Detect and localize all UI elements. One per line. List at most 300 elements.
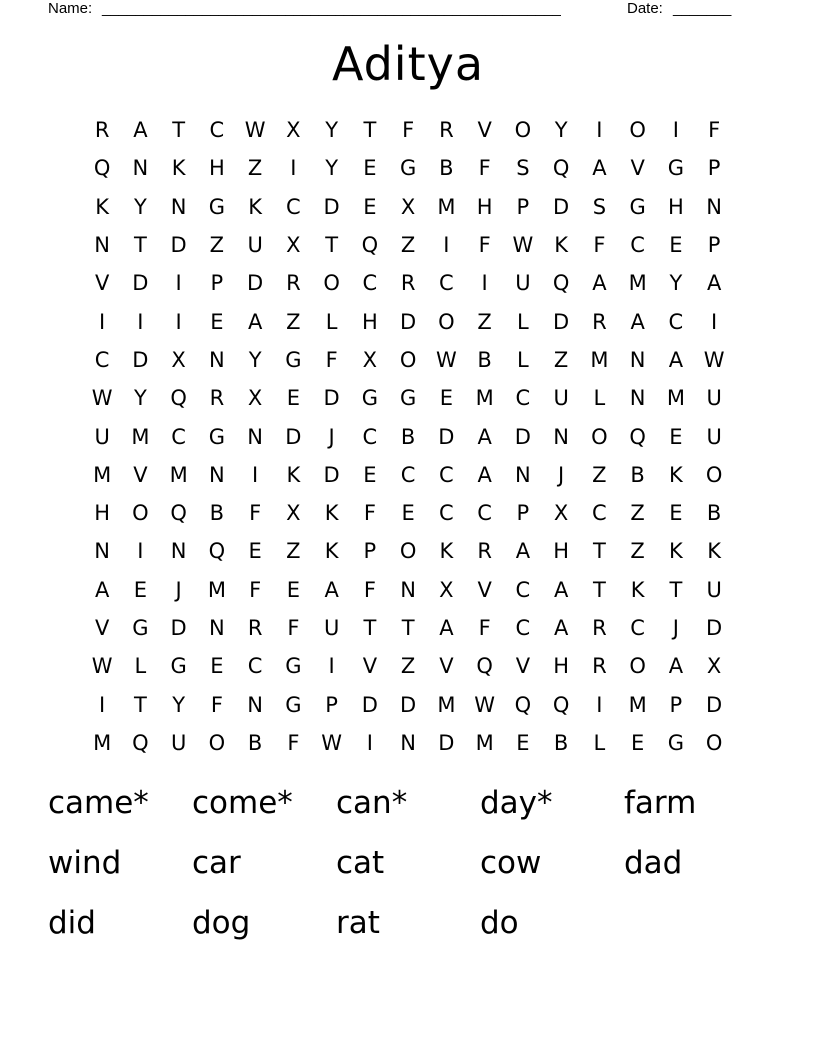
grid-letter: Z: [400, 233, 416, 258]
grid-letter: M: [131, 424, 150, 449]
grid-letter: D: [132, 271, 149, 296]
grid-letter: R: [592, 309, 607, 334]
grid-letter: I: [252, 462, 259, 487]
grid-letter: M: [666, 386, 685, 411]
grid-letter: Q: [93, 156, 111, 181]
grid-letter: T: [592, 577, 606, 602]
grid-letter: N: [629, 386, 646, 411]
word-list-item: cat: [336, 845, 385, 881]
grid-letter: S: [516, 156, 530, 181]
grid-letter: E: [286, 386, 301, 411]
grid-letter: Y: [133, 194, 147, 219]
grid-letter: N: [553, 424, 569, 449]
grid-letter: R: [94, 118, 110, 143]
grid-letter: A: [630, 309, 645, 334]
grid-letter: E: [286, 577, 301, 602]
word-list-item: farm: [624, 785, 697, 821]
grid-letter: S: [592, 194, 607, 219]
grid-letter: F: [249, 577, 262, 602]
grid-letter: M: [628, 271, 647, 296]
grid-letter: C: [515, 616, 531, 640]
grid-letter: W: [244, 118, 266, 143]
grid-letter: C: [400, 462, 416, 487]
date-label: Date:: [627, 0, 663, 17]
grid-letter: E: [210, 309, 224, 334]
grid-letter: C: [592, 501, 607, 526]
grid-letter: F: [363, 501, 376, 526]
word-list-item: wind: [48, 845, 122, 881]
grid-letter: Z: [477, 309, 492, 334]
grid-letter: D: [514, 424, 531, 449]
grid-letter: D: [706, 692, 723, 717]
grid-letter: V: [94, 616, 110, 640]
grid-letter: J: [175, 577, 182, 602]
grid-letter: V: [477, 118, 492, 143]
grid-letter: D: [170, 616, 187, 640]
grid-letter: D: [553, 309, 570, 334]
grid-letter: K: [554, 233, 569, 258]
grid-letter: C: [362, 271, 378, 296]
grid-letter: F: [478, 616, 491, 640]
grid-letter: I: [137, 309, 144, 334]
grid-letter: C: [439, 462, 454, 487]
grid-letter: Z: [286, 309, 301, 334]
grid-letter: T: [401, 616, 415, 640]
grid-letter: P: [669, 692, 683, 717]
grid-letter: G: [667, 730, 685, 755]
grid-letter: Z: [400, 654, 416, 679]
grid-letter: U: [94, 424, 110, 449]
grid-letter: U: [706, 577, 722, 602]
grid-letter: N: [247, 692, 263, 717]
grid-letter: C: [286, 194, 301, 219]
grid-letter: E: [516, 730, 530, 755]
grid-letter: N: [209, 462, 225, 487]
grid-letter: C: [515, 386, 531, 411]
word-list-item: came*: [48, 785, 149, 821]
grid-letter: N: [247, 424, 263, 449]
grid-letter: R: [209, 386, 225, 411]
grid-letter: U: [706, 386, 722, 411]
grid-letter: M: [169, 462, 188, 487]
grid-letter: H: [361, 309, 378, 334]
grid-letter: T: [325, 233, 339, 258]
grid-letter: U: [515, 271, 531, 296]
grid-letter: V: [515, 654, 531, 679]
grid-letter: A: [247, 309, 263, 334]
grid-letter: M: [93, 462, 112, 487]
grid-letter: H: [94, 501, 111, 526]
word-list-item: did: [48, 905, 96, 941]
grid-letter: G: [399, 386, 417, 411]
grid-letter: A: [133, 118, 148, 143]
grid-letter: A: [553, 577, 569, 602]
grid-letter: G: [285, 654, 302, 679]
grid-letter: K: [95, 194, 110, 219]
grid-letter: G: [399, 156, 417, 181]
grid-letter: K: [171, 156, 186, 181]
grid-letter: O: [399, 347, 417, 372]
grid-letter: V: [94, 271, 110, 296]
grid-letter: R: [592, 616, 607, 640]
word-search-grid: [83, 111, 733, 762]
grid-letter: Q: [476, 654, 493, 679]
grid-letter: M: [475, 730, 494, 755]
grid-letter: D: [247, 271, 264, 296]
grid-letter: A: [553, 616, 569, 640]
grid-letter: I: [481, 271, 488, 296]
word-list-item: dad: [624, 845, 683, 881]
grid-letter: M: [437, 692, 456, 717]
grid-letter: N: [400, 730, 416, 755]
grid-letter: G: [629, 194, 646, 219]
grid-letter: I: [99, 309, 106, 334]
grid-letter: E: [210, 654, 224, 679]
grid-letter: R: [400, 271, 416, 296]
word-list: [48, 774, 768, 954]
grid-letter: A: [592, 156, 607, 181]
grid-letter: F: [402, 118, 415, 143]
grid-letter: K: [439, 539, 454, 564]
grid-letter: H: [208, 156, 225, 181]
grid-letter: N: [629, 347, 646, 372]
grid-letter: E: [363, 462, 377, 487]
grid-letter: I: [596, 118, 603, 143]
grid-letter: A: [515, 539, 531, 564]
grid-letter: I: [711, 309, 718, 334]
word-list-item: cow: [480, 845, 542, 881]
grid-letter: E: [363, 156, 377, 181]
grid-letter: Z: [209, 233, 225, 258]
grid-letter: N: [170, 539, 187, 564]
grid-letter: D: [438, 730, 455, 755]
grid-letter: F: [287, 730, 300, 755]
grid-letter: F: [363, 577, 376, 602]
grid-letter: V: [477, 577, 492, 602]
grid-letter: Y: [325, 156, 339, 181]
word-list-item: come*: [192, 785, 293, 821]
grid-letter: O: [399, 539, 417, 564]
grid-letter: B: [706, 501, 722, 526]
grid-letter: F: [478, 233, 491, 258]
grid-letter: N: [706, 194, 722, 219]
grid-letter: B: [553, 730, 569, 755]
grid-letter: D: [323, 386, 340, 411]
grid-letter: G: [361, 386, 379, 411]
grid-letter: C: [247, 654, 263, 679]
grid-letter: Z: [553, 347, 569, 372]
grid-letter: N: [94, 539, 110, 564]
grid-letter: Y: [325, 118, 339, 143]
grid-letter: K: [248, 194, 263, 219]
grid-letter: W: [703, 347, 725, 372]
grid-letter: A: [94, 577, 110, 602]
grid-letter: K: [668, 462, 683, 487]
word-list-item: day*: [480, 785, 553, 821]
grid-letter: A: [668, 654, 684, 679]
grid-letter: M: [475, 386, 494, 411]
grid-letter: Q: [552, 271, 570, 296]
grid-letter: L: [517, 309, 529, 334]
grid-letter: E: [133, 577, 148, 602]
grid-letter: A: [592, 271, 607, 296]
grid-letter: O: [591, 424, 608, 449]
grid-letter: P: [516, 194, 530, 219]
grid-letter: F: [210, 692, 223, 717]
grid-letter: F: [708, 118, 721, 143]
grid-letter: P: [210, 271, 224, 296]
grid-letter: O: [438, 309, 455, 334]
grid-letter: W: [435, 347, 457, 372]
grid-letter: G: [170, 654, 187, 679]
grid-letter: T: [363, 616, 377, 640]
grid-letter: T: [592, 539, 606, 564]
grid-letter: N: [400, 577, 416, 602]
grid-letter: U: [323, 616, 340, 640]
grid-letter: I: [328, 654, 335, 679]
grid-letter: W: [512, 233, 534, 258]
grid-letter: Y: [669, 271, 683, 296]
grid-letter: G: [667, 156, 685, 181]
grid-letter: Z: [592, 462, 607, 487]
grid-letter: T: [133, 692, 147, 717]
grid-letter: B: [477, 347, 492, 372]
grid-letter: U: [247, 233, 263, 258]
grid-letter: P: [707, 233, 721, 258]
grid-letter: L: [325, 309, 338, 334]
grid-letter: K: [668, 539, 683, 564]
grid-letter: X: [286, 118, 301, 143]
grid-letter: F: [287, 616, 300, 640]
grid-letter: T: [363, 118, 377, 143]
grid-letter: V: [133, 462, 148, 487]
grid-letter: V: [439, 654, 454, 679]
grid-letter: O: [629, 118, 646, 143]
word-list-item: can*: [336, 785, 408, 821]
grid-letter: Z: [630, 501, 645, 526]
grid-letter: I: [99, 692, 106, 717]
grid-letter: E: [248, 539, 262, 564]
grid-letter: Y: [554, 118, 568, 143]
grid-letter: Q: [552, 692, 570, 717]
grid-letter: X: [286, 501, 301, 526]
grid-letter: P: [325, 692, 338, 717]
grid-letter: J: [672, 616, 679, 640]
grid-letter: W: [91, 654, 113, 679]
grid-letter: D: [553, 194, 570, 219]
grid-letter: H: [667, 194, 684, 219]
grid-letter: G: [132, 616, 149, 640]
grid-letter: R: [247, 616, 263, 640]
grid-letter: N: [209, 616, 225, 640]
grid-letter: P: [516, 501, 530, 526]
grid-letter: E: [401, 501, 415, 526]
grid-letter: U: [553, 386, 569, 411]
grid-letter: X: [171, 347, 186, 372]
grid-letter: X: [400, 194, 416, 219]
grid-letter: F: [325, 347, 338, 372]
grid-letter: A: [439, 616, 454, 640]
grid-letter: L: [517, 347, 529, 372]
grid-letter: K: [286, 462, 301, 487]
grid-letter: A: [477, 462, 492, 487]
grid-letter: V: [630, 156, 645, 181]
grid-letter: B: [439, 156, 454, 181]
grid-letter: M: [437, 194, 456, 219]
grid-letter: X: [706, 654, 722, 679]
grid-letter: N: [515, 462, 531, 487]
grid-letter: M: [628, 692, 647, 717]
grid-letter: M: [590, 347, 609, 372]
grid-letter: R: [477, 539, 492, 564]
grid-letter: J: [558, 462, 565, 487]
grid-letter: Y: [133, 386, 147, 411]
grid-letter: I: [596, 692, 603, 717]
grid-letter: Q: [170, 501, 187, 526]
grid-letter: X: [439, 577, 454, 602]
grid-letter: O: [705, 462, 723, 487]
name-label: Name:: [48, 0, 93, 17]
grid-letter: Q: [170, 386, 187, 411]
grid-letter: Y: [248, 347, 262, 372]
grid-letter: O: [323, 271, 340, 296]
grid-letter: N: [209, 347, 225, 372]
grid-letter: Z: [247, 156, 263, 181]
grid-letter: E: [669, 233, 683, 258]
grid-letter: X: [362, 347, 378, 372]
grid-letter: Y: [172, 692, 186, 717]
grid-letter: Q: [208, 539, 226, 564]
grid-letter: D: [170, 233, 187, 258]
grid-letter: Q: [629, 424, 646, 449]
grid-letter: C: [171, 424, 186, 449]
grid-letter: N: [132, 156, 149, 181]
grid-letter: E: [630, 730, 645, 755]
grid-letter: H: [476, 194, 493, 219]
grid-letter: R: [592, 654, 607, 679]
page-title: Aditya: [331, 37, 485, 91]
grid-letter: A: [706, 271, 722, 296]
word-list-item: rat: [336, 905, 380, 941]
grid-letter: A: [324, 577, 339, 602]
grid-letter: D: [438, 424, 455, 449]
grid-letter: P: [363, 539, 377, 564]
grid-letter: A: [477, 424, 492, 449]
word-list-item: dog: [192, 905, 251, 941]
grid-letter: W: [474, 692, 495, 717]
grid-letter: D: [323, 194, 340, 219]
header-line: [48, 0, 748, 20]
grid-letter: K: [324, 501, 339, 526]
grid-letter: T: [133, 233, 147, 258]
grid-letter: O: [514, 118, 532, 143]
grid-letter: X: [286, 233, 301, 258]
grid-letter: C: [630, 233, 645, 258]
grid-letter: N: [170, 194, 187, 219]
grid-letter: A: [668, 347, 684, 372]
grid-letter: K: [707, 539, 722, 564]
grid-letter: I: [443, 233, 450, 258]
grid-letter: D: [400, 692, 417, 717]
grid-letter: F: [478, 156, 491, 181]
grid-letter: F: [249, 501, 262, 526]
grid-letter: G: [208, 424, 226, 449]
grid-letter: R: [286, 271, 301, 296]
grid-letter: U: [706, 424, 722, 449]
grid-letter: L: [593, 386, 606, 411]
grid-letter: B: [400, 424, 416, 449]
grid-letter: K: [630, 577, 645, 602]
grid-letter: J: [328, 424, 335, 449]
grid-letter: G: [208, 194, 226, 219]
grid-letter: E: [363, 194, 377, 219]
grid-letter: O: [629, 654, 646, 679]
grid-letter: B: [630, 462, 645, 487]
grid-letter: I: [366, 730, 373, 755]
grid-letter: W: [321, 730, 342, 755]
grid-letter: I: [672, 118, 679, 143]
grid-letter: T: [172, 118, 186, 143]
grid-letter: C: [630, 616, 645, 640]
grid-letter: D: [323, 462, 340, 487]
grid-letter: V: [362, 654, 378, 679]
grid-letter: I: [290, 156, 297, 181]
grid-letter: H: [553, 654, 570, 679]
grid-letter: E: [669, 501, 683, 526]
date-blank-line: _______: [673, 0, 732, 17]
grid-letter: U: [170, 730, 187, 755]
grid-letter: O: [208, 730, 226, 755]
grid-letter: D: [706, 616, 723, 640]
grid-letter: C: [439, 271, 454, 296]
word-list-item: car: [192, 845, 241, 881]
grid-letter: G: [285, 347, 302, 372]
grid-letter: P: [707, 156, 721, 181]
grid-letter: X: [553, 501, 569, 526]
grid-letter: L: [134, 654, 147, 679]
grid-letter: B: [209, 501, 225, 526]
grid-letter: M: [93, 730, 112, 755]
grid-letter: B: [247, 730, 263, 755]
grid-letter: I: [175, 309, 182, 334]
grid-letter: I: [137, 539, 144, 564]
grid-letter: C: [515, 577, 531, 602]
grid-letter: W: [91, 386, 113, 411]
grid-letter: C: [94, 347, 110, 372]
grid-letter: R: [439, 118, 454, 143]
grid-letter: Q: [361, 233, 379, 258]
grid-letter: C: [209, 118, 225, 143]
grid-letter: O: [705, 730, 723, 755]
grid-letter: C: [668, 309, 684, 334]
grid-letter: E: [439, 386, 454, 411]
grid-letter: H: [553, 539, 570, 564]
grid-letter: Z: [630, 539, 645, 564]
grid-letter: M: [207, 577, 226, 602]
grid-letter: X: [247, 386, 263, 411]
grid-letter: Z: [286, 539, 301, 564]
name-blank-line: _______________________________________________________: [102, 0, 561, 17]
grid-letter: I: [175, 271, 182, 296]
grid-letter: Q: [552, 156, 570, 181]
grid-letter: L: [593, 730, 606, 755]
grid-letter: N: [94, 233, 110, 258]
grid-letter: D: [285, 424, 302, 449]
grid-letter: T: [669, 577, 683, 602]
grid-letter: C: [439, 501, 454, 526]
grid-letter: D: [400, 309, 417, 334]
grid-letter: G: [285, 692, 302, 717]
